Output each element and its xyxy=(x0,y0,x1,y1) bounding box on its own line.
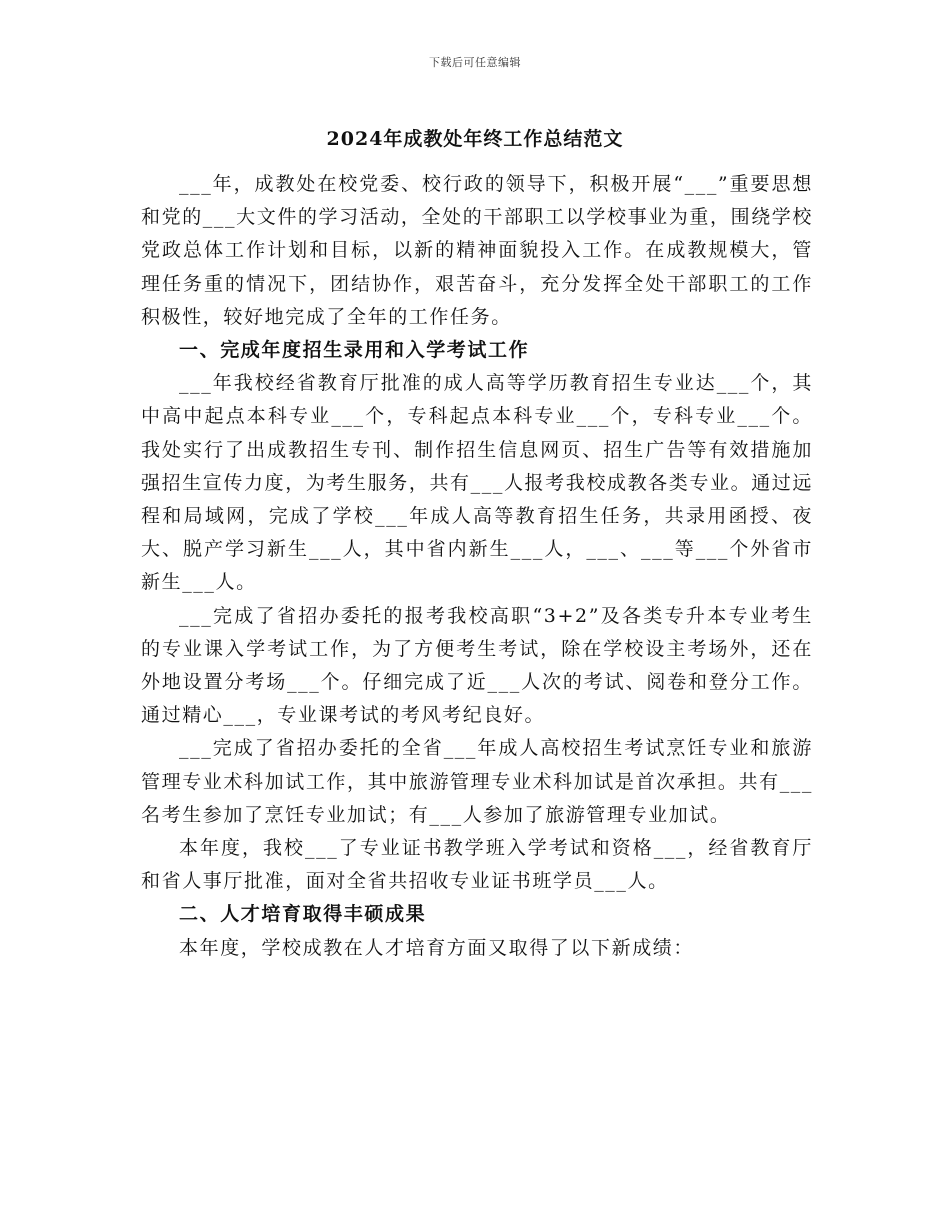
paragraph-enrollment: ___年我校经省教育厅批准的成人高等学历教育招生专业达___个，其中高中起点本科专业___个，专科起点本科专业___个，专科专业___个。我处实行了出成教招生专刊、制作招生信息网页、招生广告等有效措施加强招生宣传力度，为考生服务，共有___人报考我校成教各类专业。通过远程和局域网，完成了学校___年成人高等教育招生任务，共录用函授、夜大、脱产学习新生___人，其中省内新生___人，___、___等___个外省市新生___人。 xyxy=(141,372,813,594)
section-heading-2: 二、人才培育取得丰硕成果 xyxy=(179,903,427,926)
section-heading-1: 一、完成年度招生录用和入学考试工作 xyxy=(179,339,530,362)
paragraph-skill-test: ___完成了省招办委托的全省___年成人高校招生考试烹饪专业和旅游管理专业术科加试工作，其中旅游管理专业术科加试是首次承担。共有___名考生参加了烹饪专业加试；有___人参加了旅游管理专业加试。 xyxy=(141,737,813,826)
paragraph-intro: ___年，成教处在校党委、校行政的领导下，积极开展“___”重要思想和党的___大文件的学习活动，全处的干部职工以学校事业为重，围绕学校党政总体工作计划和目标，以新的精神面貌投入工作。在成教规模大，管理任务重的情况下，团结协作，艰苦奋斗，充分发挥全处干部职工的工作积极性，较好地完成了全年的工作任务。 xyxy=(141,173,813,328)
paragraph-talent-results: 本年度，学校成教在人才培育方面又取得了以下新成绩： xyxy=(179,936,695,959)
document-title: 2024年成教处年终工作总结范文 xyxy=(326,128,624,150)
paragraph-entrance-exam: ___完成了省招办委托的报考我校高职“3+2”及各类专升本专业考生的专业课入学考试工作，为了方便考生考试，除在学校设主考场外，还在外地设置分考场___个。仔细完成了近___人次的考试、阅卷和登分工作。通过精心___，专业课考试的考风考纪良好。 xyxy=(141,604,813,727)
header-note: 下载后可任意编辑 xyxy=(429,56,521,69)
document-body xyxy=(141,168,813,965)
paragraph-certificate-class: 本年度，我校___了专业证书教学班入学考试和资格___，经省教育厅和省人事厅批准，面对全省共招收专业证书班学员___人。 xyxy=(141,837,813,893)
